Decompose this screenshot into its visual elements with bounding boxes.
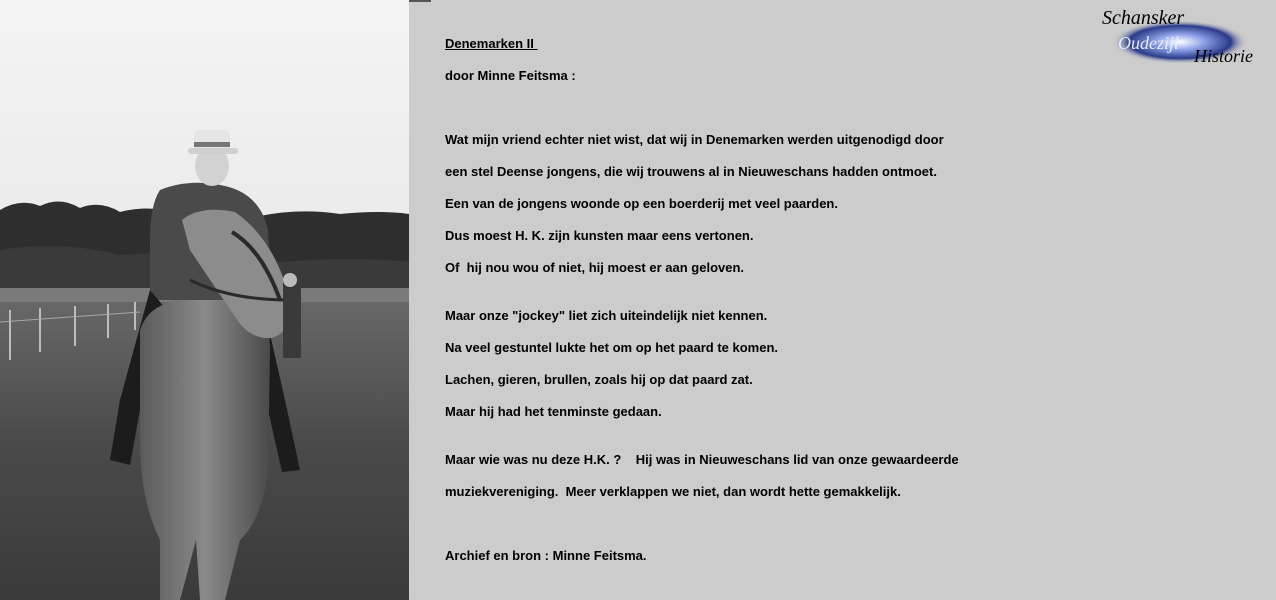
site-logo[interactable] <box>1098 4 1270 66</box>
paragraph2-line: Lachen, gieren, brullen, zoals hij op dat paard zat. <box>445 372 753 387</box>
top-divider <box>409 0 431 2</box>
paragraph1-line: Een van de jongens woonde op een boerderij met veel paarden. <box>445 196 838 211</box>
paragraph3-line: muziekvereniging. Meer verklappen we niet, dan wordt hette gemakkelijk. <box>445 484 901 499</box>
paragraph1-line: Wat mijn vriend echter niet wist, dat wij in Denemarken werden uitgenodigd door <box>445 132 944 147</box>
paragraph2-line: Maar onze "jockey" liet zich uiteindelijk niet kennen. <box>445 308 768 323</box>
photo-horse-rider <box>0 0 409 600</box>
logo-word-historie: Historie <box>1194 46 1254 66</box>
paragraph1-line: Dus moest H. K. zijn kunsten maar eens vertonen. <box>445 228 754 243</box>
paragraph2-line: Maar hij had het tenminste gedaan. <box>445 404 662 419</box>
paragraph1-line: een stel Deense jongens, die wij trouwens al in Nieuweschans hadden ontmoet. <box>445 164 937 179</box>
logo-word-schansker: Schansker <box>1102 7 1185 29</box>
article-byline: door Minne Feitsma : <box>445 68 576 83</box>
logo-word-oudezijl: Oudezijl <box>1118 33 1179 53</box>
paragraph3-line: Maar wie was nu deze H.K. ? Hij was in Nieuweschans lid van onze gewaardeerde <box>445 452 959 467</box>
paragraph1-line: Of hij nou wou of niet, hij moest er aan geloven. <box>445 260 745 275</box>
paragraph2-line: Na veel gestuntel lukte het om op het paard te komen. <box>445 340 779 355</box>
article-source: Archief en bron : Minne Feitsma. <box>445 548 647 563</box>
article-title: Denemarken II <box>445 36 538 51</box>
